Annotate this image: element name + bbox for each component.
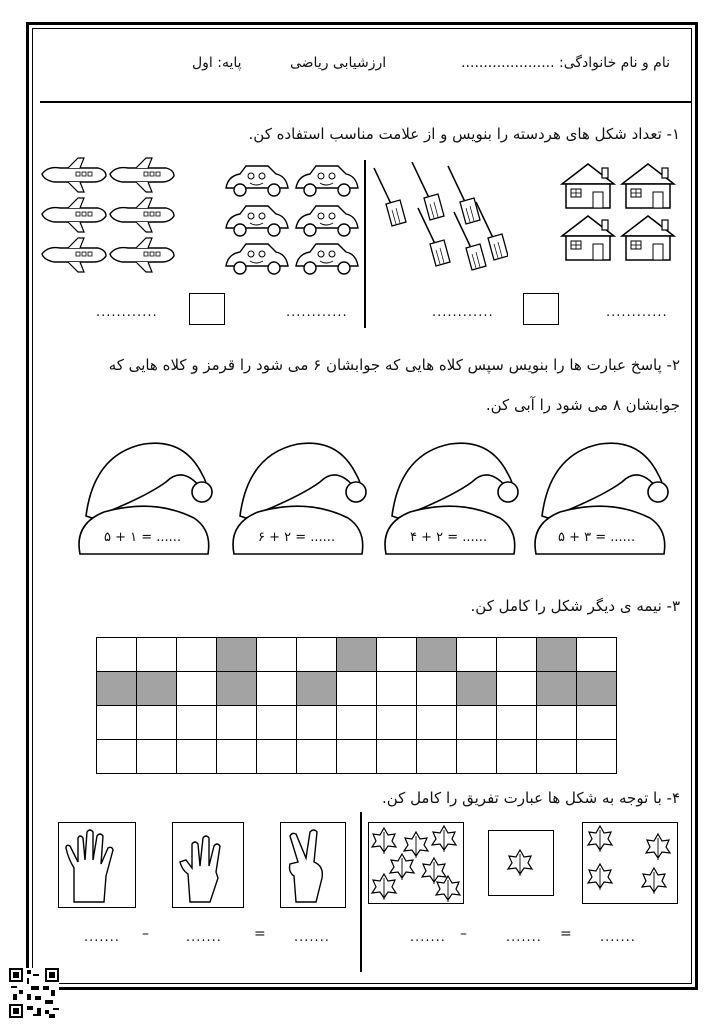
- grid-cell-empty[interactable]: [97, 706, 137, 740]
- grid-cell-empty[interactable]: [537, 740, 577, 774]
- house-icon: [562, 216, 614, 260]
- leaf-icon: [436, 876, 460, 902]
- grid-cell-empty[interactable]: [577, 706, 617, 740]
- grid-cell-empty[interactable]: [137, 638, 177, 672]
- q1-compare-box-2[interactable]: [189, 293, 225, 325]
- grid-cell-empty[interactable]: [177, 672, 217, 706]
- q1-compare-box-1[interactable]: [523, 293, 559, 325]
- grid-cell-empty[interactable]: [577, 740, 617, 774]
- airplane-icon: [110, 198, 174, 232]
- grid-cell-empty[interactable]: [377, 706, 417, 740]
- grid-cell-filled[interactable]: [217, 638, 257, 672]
- q4-leaf-equals: =: [560, 926, 572, 942]
- grid-cell-empty[interactable]: [257, 638, 297, 672]
- hat-expression-4[interactable]: ۵ + ۱ = ......: [104, 530, 182, 545]
- leaf-icon: [642, 868, 666, 894]
- broom-icon: [412, 162, 444, 220]
- grid-cell-filled[interactable]: [417, 638, 457, 672]
- grid-cell-empty[interactable]: [177, 638, 217, 672]
- q3-title: ۳- نیمه ی دیگر شکل را کامل کن.: [470, 597, 680, 615]
- symmetry-grid[interactable]: [96, 637, 617, 774]
- q1-blank-houses[interactable]: ............: [606, 305, 668, 320]
- hats-row: [60, 430, 690, 570]
- grid-cell-empty[interactable]: [497, 740, 537, 774]
- brooms-group: [368, 162, 508, 272]
- grid-cell-empty[interactable]: [417, 706, 457, 740]
- q4-leaf-blank-2[interactable]: .......: [506, 930, 542, 945]
- leaf-icon: [404, 832, 428, 858]
- grid-row: [97, 672, 617, 706]
- grid-cell-empty[interactable]: [457, 740, 497, 774]
- grid-cell-filled[interactable]: [537, 638, 577, 672]
- car-icon: [296, 206, 358, 236]
- hand-icon: [290, 830, 323, 902]
- q1-blank-brooms[interactable]: ............: [432, 305, 494, 320]
- planes-group: [40, 156, 180, 280]
- grid-cell-empty[interactable]: [417, 740, 457, 774]
- leaves-group: [368, 822, 678, 904]
- hat-expression-1[interactable]: ۵ + ۳ = ......: [558, 530, 636, 545]
- grid-cell-empty[interactable]: [377, 638, 417, 672]
- grade-label: پایه: اول: [192, 55, 242, 71]
- hand-icon: [180, 836, 220, 902]
- q4-leaf-blank-1[interactable]: .......: [600, 930, 636, 945]
- leaf-icon: [588, 826, 612, 852]
- hands-group: [58, 822, 348, 908]
- grid-cell-empty[interactable]: [177, 706, 217, 740]
- grid-cell-filled[interactable]: [97, 672, 137, 706]
- subject-title: ارزشیابی ریاضی: [290, 55, 387, 71]
- house-icon: [622, 164, 674, 208]
- grid-cell-empty[interactable]: [457, 638, 497, 672]
- airplane-icon: [110, 158, 174, 192]
- hand-icon: [66, 830, 113, 902]
- q4-hand-blank-2[interactable]: .......: [186, 930, 222, 945]
- house-icon: [562, 164, 614, 208]
- airplane-icon: [42, 158, 106, 192]
- q1-blank-cars[interactable]: ............: [286, 305, 348, 320]
- grid-cell-filled[interactable]: [337, 638, 377, 672]
- grid-cell-empty[interactable]: [297, 740, 337, 774]
- grid-cell-filled[interactable]: [297, 672, 337, 706]
- grid-cell-empty[interactable]: [337, 672, 377, 706]
- grid-cell-filled[interactable]: [577, 672, 617, 706]
- q2-line1: ۲- پاسخ عبارت ها را بنویس سپس کلاه هایی که جوابشان ۶ می شود را قرمز و کلاه هایی که: [108, 356, 680, 374]
- leaf-icon: [432, 826, 456, 852]
- house-icon: [622, 216, 674, 260]
- car-icon: [296, 166, 358, 196]
- grid-row: [97, 706, 617, 740]
- grid-cell-filled[interactable]: [217, 672, 257, 706]
- grid-cell-empty[interactable]: [97, 638, 137, 672]
- grid-cell-empty[interactable]: [297, 706, 337, 740]
- leaf-icon: [372, 828, 396, 854]
- broom-icon: [448, 166, 480, 224]
- q1-divider: [364, 160, 366, 328]
- grid-cell-empty[interactable]: [97, 740, 137, 774]
- q1-title: ۱- تعداد شکل های هردسته را بنویس و از علامت مناسب استفاده کن.: [248, 125, 680, 143]
- leaf-icon: [422, 858, 446, 884]
- q4-hand-equals: =: [254, 926, 266, 942]
- grid-cell-empty[interactable]: [577, 638, 617, 672]
- grid-cell-empty[interactable]: [537, 706, 577, 740]
- airplane-icon: [42, 198, 106, 232]
- grid-cell-empty[interactable]: [137, 740, 177, 774]
- grid-cell-empty[interactable]: [177, 740, 217, 774]
- grid-cell-empty[interactable]: [297, 638, 337, 672]
- houses-group: [560, 160, 680, 270]
- grid-cell-empty[interactable]: [337, 706, 377, 740]
- leaf-icon: [508, 850, 532, 876]
- grid-cell-empty[interactable]: [217, 740, 257, 774]
- grid-cell-empty[interactable]: [257, 740, 297, 774]
- leaf-icon: [588, 864, 612, 890]
- header-divider: [40, 101, 692, 103]
- grid-cell-empty[interactable]: [257, 672, 297, 706]
- grid-cell-filled[interactable]: [457, 672, 497, 706]
- leaf-icon: [390, 854, 414, 880]
- grid-cell-empty[interactable]: [377, 740, 417, 774]
- hat-expression-2[interactable]: ۴ + ۲ = ......: [410, 530, 488, 545]
- grid-row: [97, 638, 617, 672]
- grid-cell-empty[interactable]: [257, 706, 297, 740]
- car-icon: [226, 206, 288, 236]
- car-icon: [226, 166, 288, 196]
- airplane-icon: [42, 238, 106, 272]
- grid-cell-filled[interactable]: [537, 672, 577, 706]
- q4-hand-minus: –: [142, 926, 149, 942]
- grid-cell-filled[interactable]: [137, 672, 177, 706]
- grid-cell-empty[interactable]: [337, 740, 377, 774]
- qr-code-icon: [9, 968, 59, 1018]
- car-icon: [296, 244, 358, 274]
- airplane-icon: [110, 238, 174, 272]
- q4-title: ۴- با توجه به شکل ها عبارت تفریق را کامل کن.: [381, 789, 680, 807]
- q4-leaf-minus: –: [460, 926, 467, 942]
- cars-group: [222, 158, 362, 278]
- grid-cell-empty[interactable]: [217, 706, 257, 740]
- q1-blank-planes[interactable]: ............: [96, 305, 158, 320]
- q4-hand-blank-1[interactable]: .......: [294, 930, 330, 945]
- car-icon: [226, 244, 288, 274]
- leaf-icon: [646, 834, 670, 860]
- q4-leaf-blank-3[interactable]: .......: [410, 930, 446, 945]
- grid-row: [97, 740, 617, 774]
- q4-divider: [360, 812, 362, 972]
- grid-cell-empty[interactable]: [137, 706, 177, 740]
- hat-expression-3[interactable]: ۶ + ۲ = ......: [258, 530, 336, 545]
- grid-cell-empty[interactable]: [497, 706, 537, 740]
- broom-icon: [374, 168, 406, 226]
- leaf-icon: [372, 874, 396, 900]
- q2-line2: جوابشان ۸ می شود را آبی کن.: [485, 396, 680, 414]
- grid-cell-empty[interactable]: [377, 672, 417, 706]
- q4-hand-blank-3[interactable]: .......: [84, 930, 120, 945]
- grid-cell-empty[interactable]: [497, 638, 537, 672]
- grid-cell-empty[interactable]: [457, 706, 497, 740]
- grid-cell-empty[interactable]: [417, 672, 457, 706]
- student-name-field[interactable]: نام و نام خانوادگی: .....................: [461, 55, 670, 71]
- grid-cell-empty[interactable]: [497, 672, 537, 706]
